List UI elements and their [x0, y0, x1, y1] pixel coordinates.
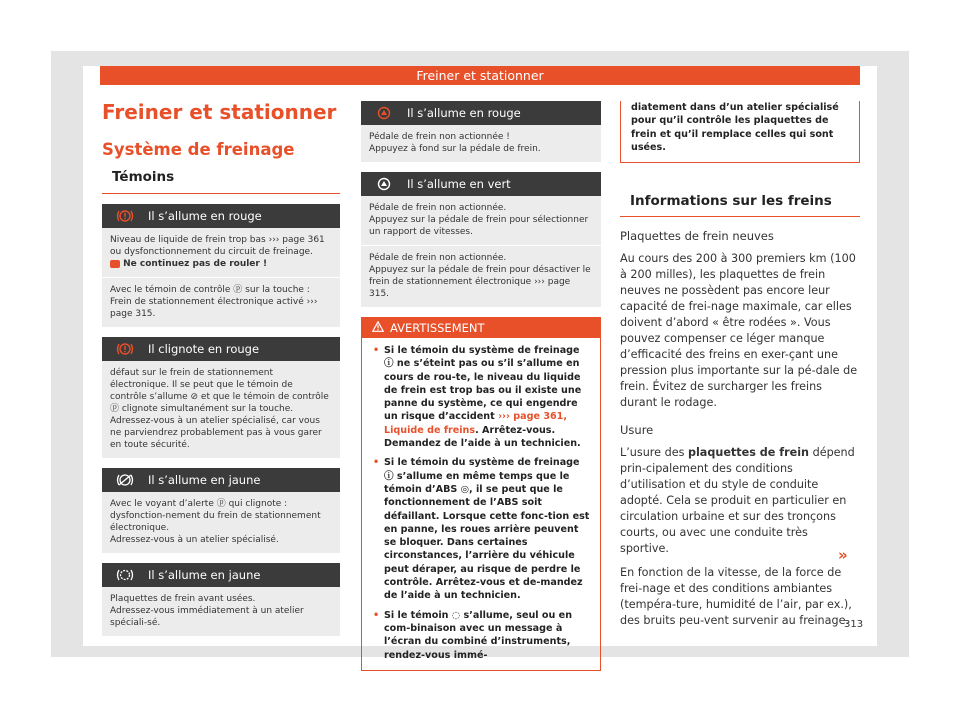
- paragraph-title: Plaquettes de frein neuves: [620, 229, 774, 244]
- box-text: Adressez-vous à un atelier spécialisé, car vous ne parviendrez probablement pas à vous garer en toute sécurité.: [110, 416, 322, 450]
- warning-box: [361, 317, 601, 671]
- warning-item: • Si le témoin ◌ s’allume, seul ou en com-binaison avec un message à l’écran du combiné d’instruments, rendez-vous immé-: [362, 603, 600, 662]
- box-text: Avec le témoin de contrôle ⓟ sur la touche : Frein de stationnement électronique activé ››› page 315.: [102, 277, 340, 327]
- column-2: [361, 101, 601, 671]
- warning-item: [362, 338, 600, 450]
- indicator-box-yellow-epb: [102, 468, 340, 553]
- warning-text: . Arrêtez-vous. Demandez de l’aide à un technicien.: [384, 424, 581, 450]
- paragraph: Au cours des 200 à 300 premiers km (100 à 200 milles), les plaquettes de frein neuves ne possèdent pas encore leur capacité de frei-nage maximale, car elles doivent d’abord « être rodées ». Vous pouvez compenser ce léger manque d’efficacité des freins en exer-çant une pression plus importante sur la pé-dale de frein. Évitez de surcharger les freins durant le rodage.: [620, 252, 858, 410]
- box-head-label: Il s’allume en jaune: [148, 473, 261, 487]
- section-title: Système de freinage: [102, 140, 295, 159]
- brake-pad-wear-icon: [102, 568, 148, 582]
- brake-pedal-red-icon: [361, 106, 407, 120]
- paragraph-text: L’usure des: [620, 446, 688, 460]
- continue-chevron-icon: »: [838, 546, 848, 564]
- indicator-box-pedal-green: [361, 172, 601, 307]
- warning-triangle-icon: [372, 318, 384, 338]
- box-text: Pédale de frein non actionnée.: [369, 203, 507, 213]
- column-1: [102, 96, 340, 636]
- box-head-label: Il s’allume en rouge: [148, 209, 262, 223]
- paragraph-text: dépend prin-cipalement des conditions d’utilisation et du style de conduite adopté. Cela se produit en particulier en circulation urbaine et sur des tronçons courts, ou avec une conduite très sportive.: [620, 446, 855, 556]
- parking-brake-red-icon: [102, 342, 148, 356]
- paragraph: En fonction de la vitesse, de la force de frei-nage et des conditions ambiantes (tempéra-ture, humidité de l’air, par ex.), des bruits peu-vent survenir au freinage.: [620, 566, 852, 628]
- page-title: Freiner et stationner: [102, 100, 337, 124]
- warning-text: Si le témoin du système de freinage ⓘ ne s’éteint pas ou s’il s’allume en cours de rou-te, le niveau du liquide de frein est trop bas ou il existe une panne du système, ce qui engendre un risque d’accident: [384, 345, 582, 423]
- box-text: défaut sur le frein de stationnement électronique. Il se peut que le témoin de contrôle s’allume ⊘ et que le témoin de contrôle ⓟ clignote simultanément sur la touche.: [110, 368, 329, 414]
- box-text: Adressez-vous à un atelier spécialisé.: [110, 535, 279, 545]
- stop-warning-label: Ne continuez pas de rouler !: [123, 259, 268, 269]
- box-head-label: Il s’allume en rouge: [407, 106, 521, 120]
- paragraph-emphasis: plaquettes de frein: [687, 446, 810, 460]
- box-text: Plaquettes de frein avant usées.: [110, 594, 256, 604]
- indicator-box-red-on: [102, 204, 340, 327]
- box-head-label: Il clignote en rouge: [148, 342, 260, 356]
- paragraph: [620, 445, 860, 557]
- indicator-box-yellow-pads: [102, 563, 340, 636]
- warning-title: AVERTISSEMENT: [390, 321, 485, 335]
- warning-continuation: diatement dans d’un atelier spécialisé pour qu’il contrôle les plaquettes de frein et qu’il remplace celles qui sont usées.: [620, 101, 860, 163]
- brake-pedal-green-icon: [361, 177, 407, 191]
- box-text: Niveau de liquide de frein trop bas ››› page 361 ou dysfonctionnement du circuit de freinage.: [110, 235, 325, 257]
- box-text: Appuyez sur la pédale de frein pour sélectionner un rapport de vitesses.: [369, 215, 589, 237]
- box-text: Appuyez à fond sur la pédale de frein.: [369, 144, 541, 154]
- chapter-header: Freiner et stationner: [100, 66, 860, 85]
- page-number: 313: [844, 619, 864, 630]
- indicator-box-red-blink: [102, 337, 340, 458]
- box-text: Adressez-vous immédiatement à un atelier spéciali-sé.: [110, 606, 304, 628]
- box-text: Appuyez sur la pédale de frein pour désactiver le frein de stationnement électronique ››› page 315.: [369, 265, 591, 299]
- box-text: Avec le voyant d’alerte ⓟ qui clignote : dysfonction-nement du frein de stationnement électronique.: [110, 499, 321, 533]
- box-text: Pédale de frein non actionnée !: [369, 132, 510, 142]
- warning-item: • Si le témoin du système de freinage ⓘ s’allume en même temps que le témoin d’ABS ◎, il se peut que le fonctionnement de l’ABS soit défaillant. Lorsque cette fonc-tion est en panne, les roues arrière peuvent se bloquer. Dans certaines circonstances, l’arrière du véhicule peut déraper, au risque de perdre le contrôle. Arrêtez-vous et de-mandez de l’aide à un technicien.: [362, 450, 600, 602]
- box-head-label: Il s’allume en jaune: [148, 568, 261, 582]
- paragraph-title: Usure: [620, 423, 654, 438]
- parking-brake-fault-icon: [102, 473, 148, 487]
- indicator-box-pedal-red: [361, 101, 601, 162]
- box-head-label: Il s’allume en vert: [407, 177, 511, 191]
- section-title: Informations sur les freins: [620, 193, 860, 217]
- page-reference-link[interactable]: ››› page 361, Liquide de freins: [384, 411, 567, 436]
- subsection-title: Témoins: [102, 169, 340, 194]
- stop-warning-text: [110, 258, 332, 270]
- brake-warning-red-icon: [102, 209, 148, 223]
- stop-icon: [110, 260, 120, 268]
- box-text: Pédale de frein non actionnée.: [369, 253, 507, 263]
- column-3: [620, 101, 860, 629]
